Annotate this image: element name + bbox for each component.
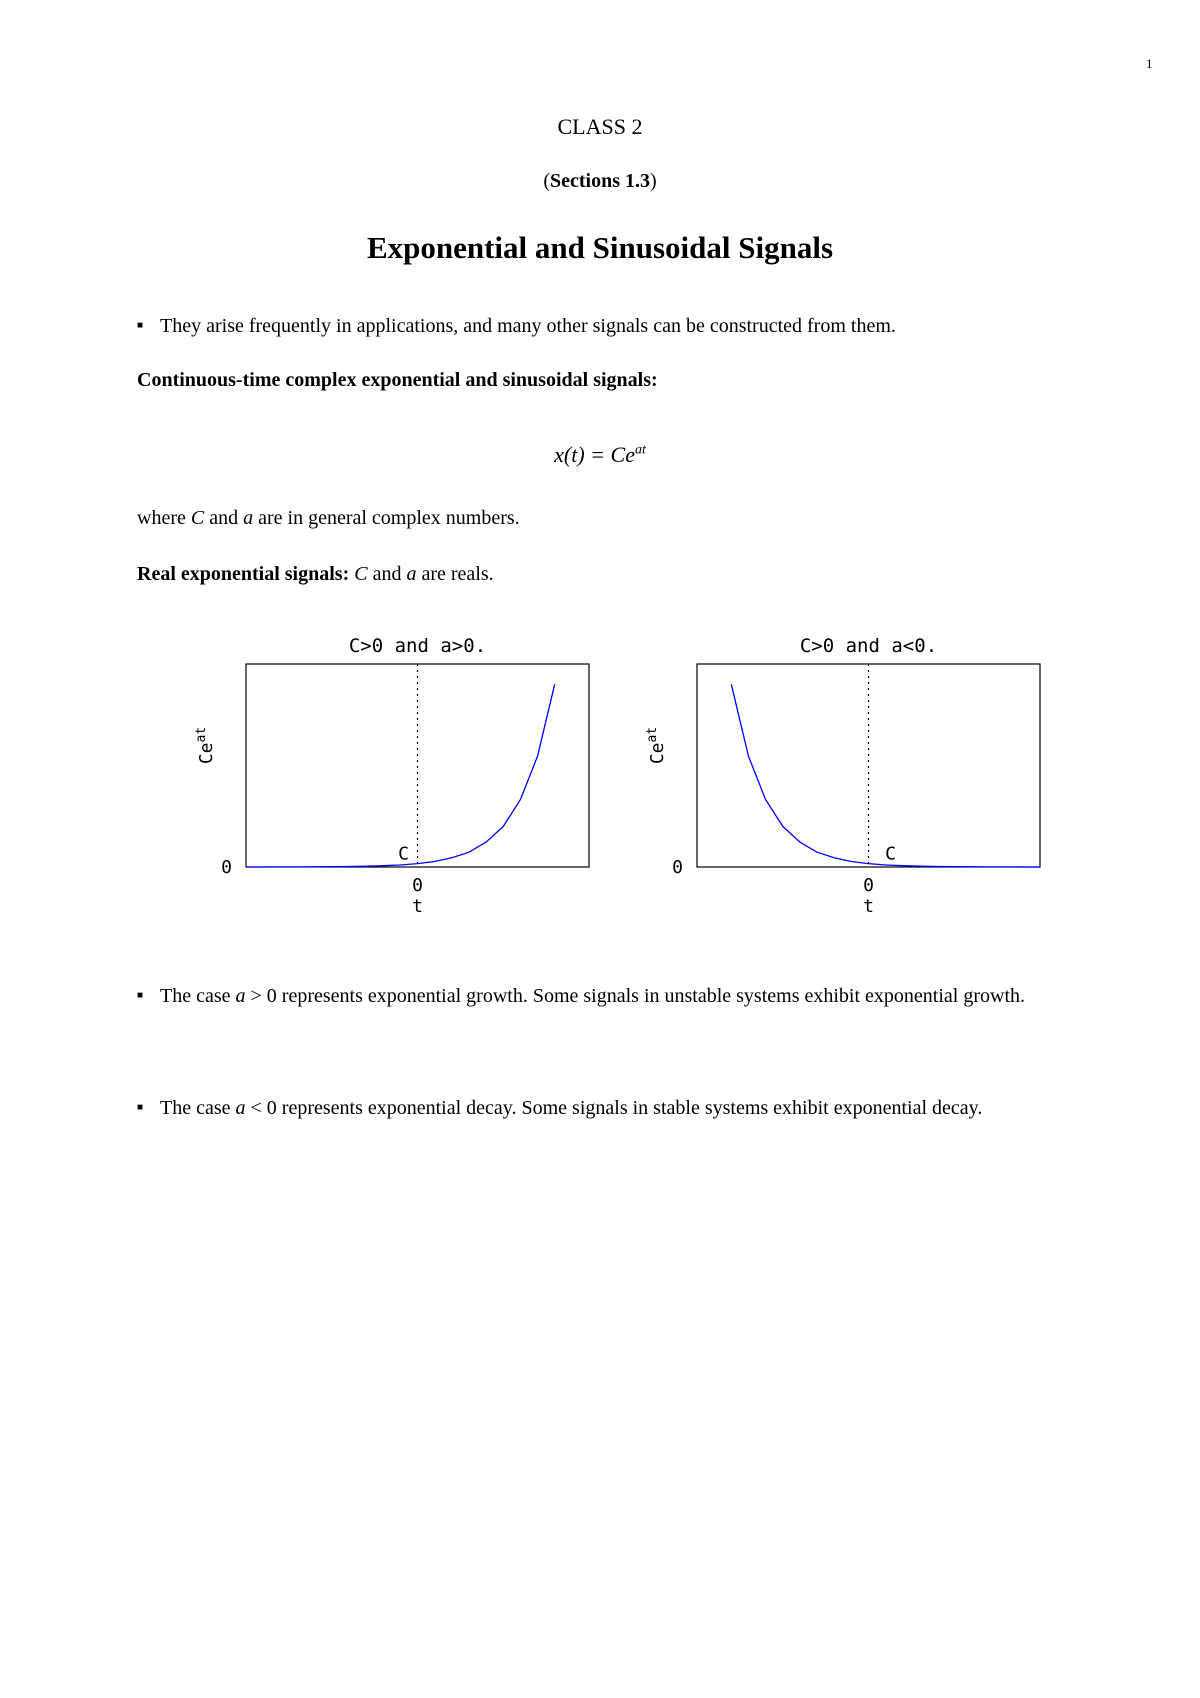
bullet-text	[160, 1080, 1157, 1136]
real-line	[137, 546, 1157, 602]
x-axis-label: t	[412, 896, 423, 917]
formula-exponent: at	[634, 442, 646, 458]
y-tick-label: 0	[221, 857, 232, 878]
class-title: CLASS 2	[557, 114, 643, 139]
y-axis-label-sup: at	[645, 726, 660, 743]
where-a: a	[243, 507, 254, 529]
annotation-label: C	[398, 843, 409, 865]
annotation-label: C	[885, 843, 896, 865]
where-p2: and	[204, 507, 244, 529]
y-axis-label	[194, 727, 217, 764]
y-axis-label	[645, 727, 668, 764]
b3-rel: < 0	[245, 1097, 277, 1119]
x-tick-label: 0	[863, 875, 874, 896]
bullet-dot: ■	[137, 990, 144, 1001]
where-p1: where	[137, 507, 191, 529]
bullet-text: They arise frequently in applications, and many other signals can be constructed from them.	[160, 315, 896, 337]
b2-a: a	[235, 985, 246, 1007]
bullet-text	[160, 968, 1157, 1024]
page-number: 1	[1146, 56, 1153, 71]
real-p3: are reals.	[416, 563, 494, 585]
real-a: a	[406, 563, 417, 585]
series-line	[731, 684, 1040, 867]
where-p3: are in general complex numbers.	[253, 507, 520, 529]
y-axis-label-base: Ce	[196, 742, 217, 765]
where-line	[137, 490, 1157, 546]
series-line	[246, 684, 555, 867]
b3-p1: The case	[160, 1097, 236, 1119]
bullet-item-1	[137, 298, 1157, 354]
sections-reference	[0, 170, 1200, 193]
real-C: C	[354, 563, 368, 585]
bullet-dot: ■	[137, 320, 144, 331]
ct-heading: Continuous-time complex exponential and sinusoidal signals:	[137, 369, 658, 391]
b2-p2: represents exponential growth. Some signals in unstable systems exhibit exponential growth.	[276, 985, 1025, 1007]
main-title: Exponential and Sinusoidal Signals	[366, 230, 834, 265]
real-bold: Real exponential signals:	[137, 563, 350, 585]
b3-a: a	[235, 1097, 246, 1119]
b2-rel: > 0	[245, 985, 277, 1007]
chart-title: C>0 and a>0.	[348, 635, 487, 657]
sections-open-paren: (	[543, 170, 550, 192]
formula	[0, 442, 1200, 468]
chart-title: C>0 and a<0.	[799, 635, 938, 657]
sections-close-paren: )	[650, 170, 657, 192]
charts-figure	[0, 610, 1200, 970]
sections-label: Sections 1.3	[550, 170, 650, 192]
formula-lhs: x(t) = Ce	[554, 442, 635, 467]
x-tick-label: 0	[412, 875, 423, 896]
y-axis-label-base: Ce	[647, 742, 668, 765]
real-p2: and	[367, 563, 407, 585]
bullet-item-2	[137, 968, 1157, 1024]
where-C: C	[190, 507, 205, 529]
bullet-item-3	[137, 1080, 1157, 1136]
y-axis-label-sup: at	[194, 726, 209, 743]
x-axis-label: t	[863, 896, 874, 917]
b3-p2: represents exponential decay. Some signals in stable systems exhibit exponential decay.	[276, 1097, 983, 1119]
bullet-dot: ■	[137, 1102, 144, 1113]
y-tick-label: 0	[672, 857, 683, 878]
b2-p1: The case	[160, 985, 236, 1007]
